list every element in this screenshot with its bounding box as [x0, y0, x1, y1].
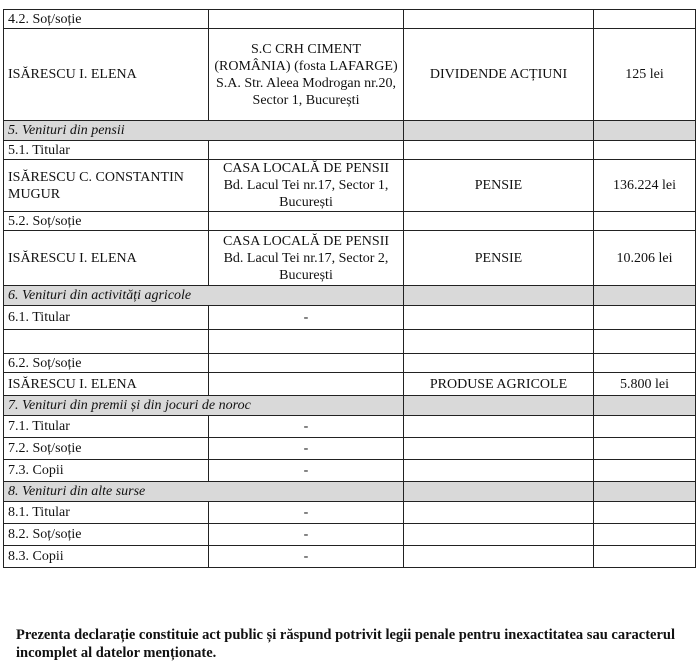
section-title: 8. Venituri din alte surse	[4, 482, 404, 502]
row-label: 6.2. Soț/soție	[4, 354, 209, 373]
income-source: -	[209, 502, 404, 524]
section-title: 7. Venituri din premii și din jocuri de noroc	[4, 396, 404, 416]
table-row	[4, 160, 696, 212]
row-label: 6.1. Titular	[4, 306, 209, 330]
income-source: -	[209, 306, 404, 330]
table-row	[4, 10, 696, 29]
row-label: 5.2. Soț/soție	[4, 212, 209, 231]
section-title: 5. Venituri din pensii	[4, 121, 404, 141]
income-amount: 125 lei	[594, 29, 696, 121]
income-source: S.C CRH CIMENT (ROMÂNIA) (fosta LAFARGE) S.A. Str. Aleea Modrogan nr.20, Sector 1, București	[209, 29, 404, 121]
income-source: -	[209, 416, 404, 438]
row-label: 4.2. Soț/soție	[4, 10, 209, 29]
income-source: -	[209, 546, 404, 568]
row-label: 7.3. Copii	[4, 460, 209, 482]
beneficiary-name: ISĂRESCU I. ELENA	[4, 231, 209, 286]
row-label: 7.2. Soț/soție	[4, 438, 209, 460]
table-row	[4, 524, 696, 546]
row-label: 5.1. Titular	[4, 141, 209, 160]
table-row	[4, 231, 696, 286]
table-row	[4, 330, 696, 354]
service-type: DIVIDENDE ACȚIUNI	[404, 29, 594, 121]
row-label: 8.1. Titular	[4, 502, 209, 524]
table-row	[4, 354, 696, 373]
declaration-note: Prezenta declarație constituie act public și răspund potrivit legii penale pentru inexactitatea sau caracterul incomplet al datelor menționate.	[16, 627, 675, 661]
table-row	[4, 460, 696, 482]
table-row	[4, 438, 696, 460]
service-type: PENSIE	[404, 231, 594, 286]
row-label	[4, 330, 209, 354]
table-row	[4, 502, 696, 524]
section-header	[4, 121, 696, 141]
row-label: 8.2. Soț/soție	[4, 524, 209, 546]
income-source: -	[209, 460, 404, 482]
beneficiary-name: ISĂRESCU I. ELENA	[4, 29, 209, 121]
income-source: CASA LOCALĂ DE PENSII Bd. Lacul Tei nr.17, Sector 2, București	[209, 231, 404, 286]
income-source	[209, 373, 404, 396]
income-amount: 5.800 lei	[594, 373, 696, 396]
table-row	[4, 546, 696, 568]
table-row	[4, 212, 696, 231]
section-header	[4, 286, 696, 306]
beneficiary-name: ISĂRESCU I. ELENA	[4, 373, 209, 396]
service-type: PENSIE	[404, 160, 594, 212]
service-type: PRODUSE AGRICOLE	[404, 373, 594, 396]
income-source: -	[209, 438, 404, 460]
section-header	[4, 482, 696, 502]
income-amount: 10.206 lei	[594, 231, 696, 286]
row-label: 8.3. Copii	[4, 546, 209, 568]
income-amount: 136.224 lei	[594, 160, 696, 212]
section-header	[4, 396, 696, 416]
income-source: CASA LOCALĂ DE PENSII Bd. Lacul Tei nr.17, Sector 1, București	[209, 160, 404, 212]
beneficiary-name: ISĂRESCU C. CONSTANTIN MUGUR	[4, 160, 209, 212]
table-row	[4, 306, 696, 330]
section-title: 6. Venituri din activități agricole	[4, 286, 404, 306]
income-table	[3, 9, 696, 568]
table-row	[4, 141, 696, 160]
table-row	[4, 29, 696, 121]
table-row	[4, 416, 696, 438]
table-row	[4, 373, 696, 396]
income-source: -	[209, 524, 404, 546]
row-label: 7.1. Titular	[4, 416, 209, 438]
